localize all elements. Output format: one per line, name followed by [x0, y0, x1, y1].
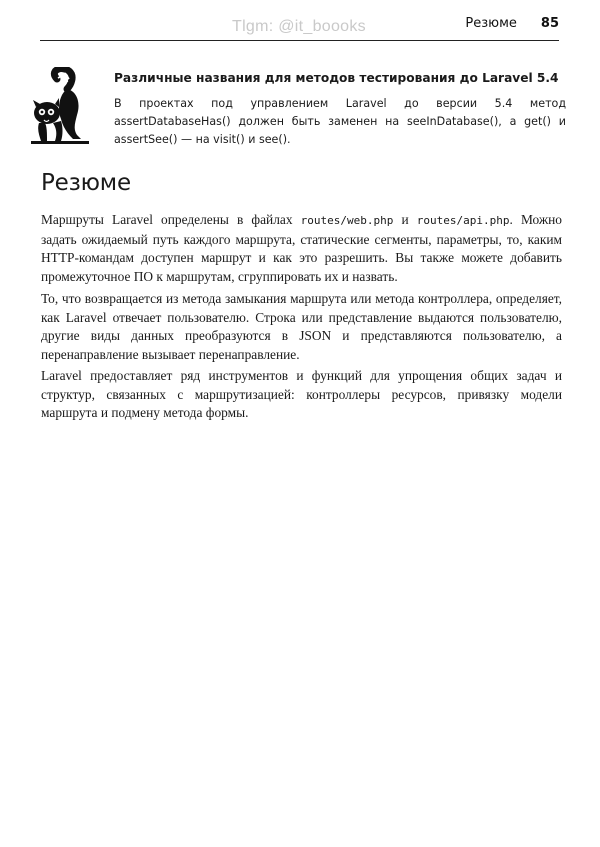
paragraph-1 — [41, 211, 562, 286]
watermark: Tlgm: @it_boooks — [232, 18, 366, 35]
paragraph-1-text-a: Маршруты Laravel определены в файлах — [41, 212, 301, 227]
code-routes-web: routes/web.php — [300, 214, 394, 227]
running-head — [465, 16, 559, 31]
paragraph-3: Laravel предоставляет ряд инструментов и функций для упрощения общих задач и структур, связанных с маршрутизацией: контроллеры ресурсов, привязку модели маршрута и подмену метода формы. — [41, 368, 562, 420]
header-rule — [40, 40, 559, 41]
note-text: В проектах под управлением Laravel до версии 5.4 метод assertDatabaseHas() должен быть заменен на seeInDatabase(), a get() и assertSee() — на visit() и see(). — [114, 97, 566, 146]
section-heading: Резюме — [41, 170, 131, 196]
note-title: Различные названия для методов тестирования до Laravel 5.4 — [114, 71, 559, 85]
running-head-title: Резюме — [465, 16, 517, 31]
page-number: 85 — [540, 16, 559, 31]
code-routes-api: routes/api.php — [416, 214, 510, 227]
paragraph-1-text-c: . Можно задать ожидаемый путь каждого маршрута, статические сегменты, параметры, то, каким HTTP-командам доступен маршрут и как это разрешить. Вы также можете добавить промежуточное ПО к маршрутам, сгруппировать их и назвать. — [41, 212, 562, 284]
paragraph-2: То, что возвращается из метода замыкания маршрута или метода контроллера, определяет, как Laravel отвечает пользователю. Строка или представление выдаются пользователю, другие виды данных преобразуются в JSON и представляются пользователю, а перенаправление вызывает перенаправление. — [41, 291, 562, 362]
lemur-icon — [27, 67, 93, 145]
paragraph-1-text-b: и — [393, 212, 417, 227]
